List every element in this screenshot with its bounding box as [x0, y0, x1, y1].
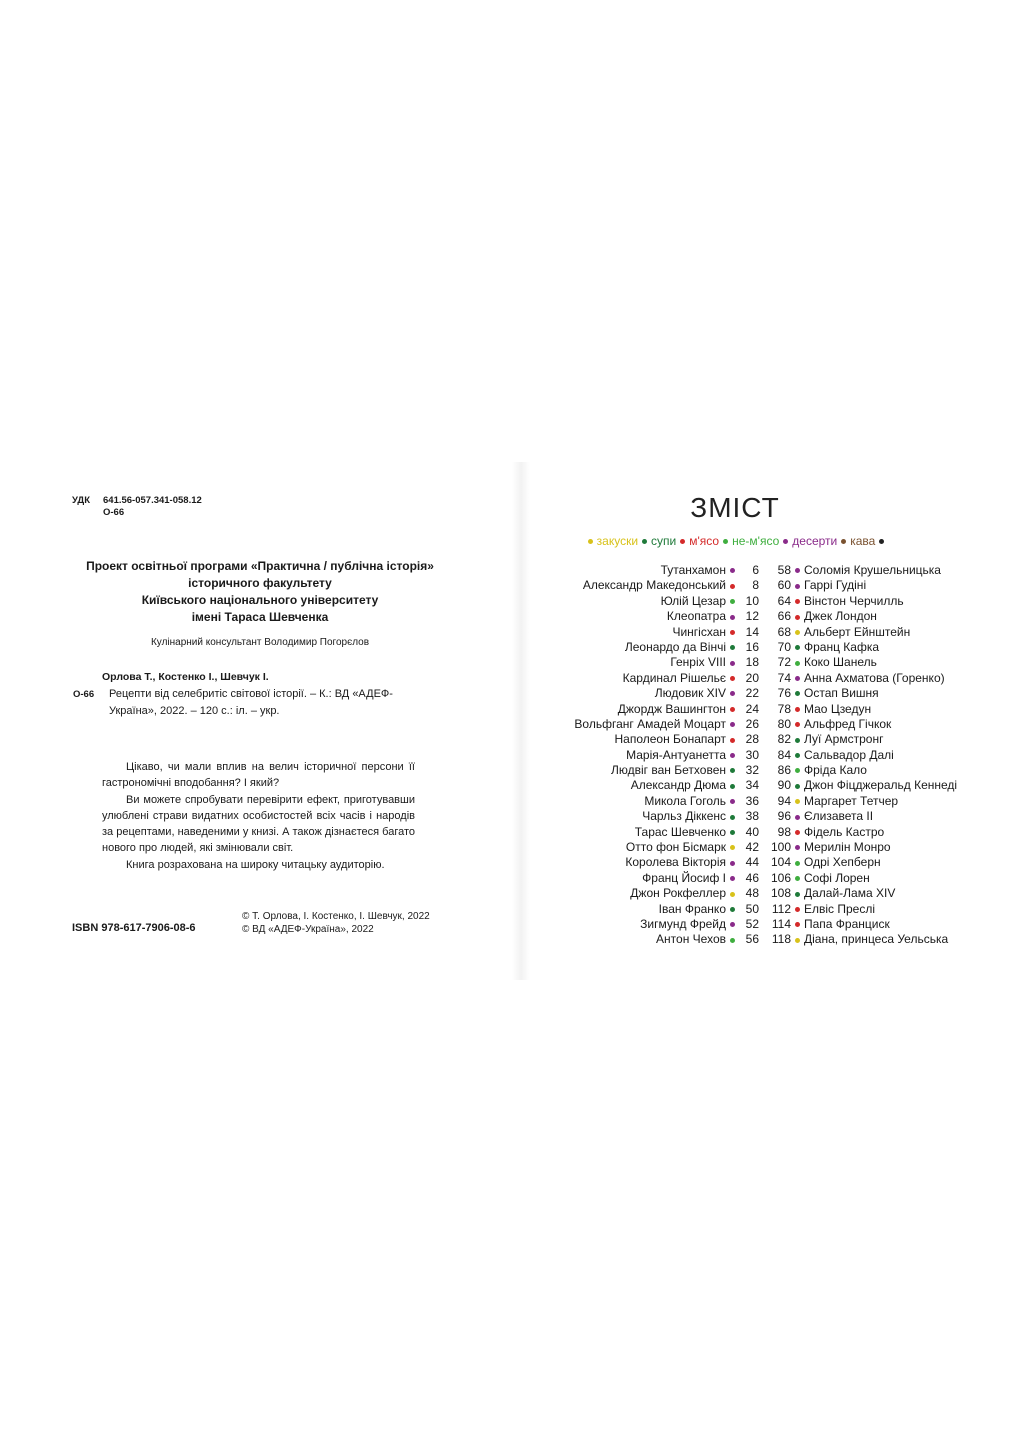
- toc-entry-name: Мерилін Монро: [804, 840, 891, 855]
- category-dot-icon: [795, 568, 800, 573]
- toc-column-left: [540, 563, 759, 948]
- consultant-credit: Кулінарний консультант Володимир Погорєлов: [150, 637, 370, 648]
- copyright: [242, 910, 430, 936]
- toc-entry-name: Франц Кафка: [804, 639, 880, 654]
- toc-entry-page: 28: [745, 732, 759, 747]
- toc-entry-name: Людвіг ван Бетховен: [611, 763, 726, 778]
- toc-entry-page: 58: [777, 563, 791, 577]
- toc-entry-page: 46: [745, 870, 759, 885]
- project-description: [60, 558, 460, 626]
- category-dot-icon: [795, 722, 800, 727]
- authors: Орлова Т., Костенко І., Шевчук І.: [102, 671, 269, 683]
- toc-entry-page: 16: [745, 639, 759, 654]
- category-dot-icon: [680, 539, 685, 544]
- legend-label: не-м'ясо: [732, 534, 780, 548]
- toc-entry-name: Мао Цзедун: [804, 701, 872, 716]
- toc-entry-name: Кардинал Рішельє: [622, 670, 726, 685]
- toc-entry: [540, 717, 759, 732]
- category-dot-icon: [795, 738, 800, 743]
- annotation: [102, 759, 415, 873]
- category-dot-icon: [730, 722, 735, 727]
- toc-entry-page: 22: [745, 686, 759, 701]
- annotation-paragraph: Книга розрахована на широку читацьку аудиторію.: [126, 858, 385, 871]
- toc-entry-name: Соломія Крушельницька: [804, 563, 941, 577]
- toc-entry-page: 118: [771, 932, 791, 947]
- toc-entry: [764, 932, 1014, 947]
- toc-entry-page: 50: [745, 901, 759, 916]
- toc-entry: [764, 886, 1014, 901]
- toc-entry-page: 82: [777, 732, 791, 747]
- category-dot-icon: [730, 799, 735, 804]
- toc-entry-name: Александр Македонський: [582, 578, 726, 593]
- toc-entry-name: Тутанхамон: [660, 563, 726, 577]
- project-line: Київського національного університету: [141, 593, 379, 607]
- category-dot-icon: [588, 539, 593, 544]
- toc-entry: [540, 732, 759, 747]
- category-dot-icon: [730, 815, 735, 820]
- toc-entry-name: Чарльз Діккенс: [642, 809, 726, 824]
- toc-entry: [764, 732, 1014, 747]
- toc-entry: [540, 778, 759, 793]
- imprint-page: [60, 488, 434, 958]
- toc-entry-name: Маргарет Тетчер: [804, 793, 899, 808]
- toc-entry-name: Микола Гоголь: [644, 793, 726, 808]
- toc-entry: [540, 902, 759, 917]
- bibliographic-record: Рецепти від селебритіс світової історії. – К.: ВД «АДЕФ-Україна», 2022. – 120 с.: іл. – укр.: [109, 688, 393, 717]
- toc-entry: [540, 563, 759, 578]
- category-dot-icon: [795, 845, 800, 850]
- toc-entry-page: 84: [777, 747, 791, 762]
- toc-entry-name: Джек Лондон: [804, 609, 877, 624]
- category-dot-icon: [795, 707, 800, 712]
- toc-entry: [540, 763, 759, 778]
- toc-entry-page: 64: [777, 593, 791, 608]
- toc-entry-page: 42: [745, 840, 759, 855]
- toc-entry: [764, 625, 1014, 640]
- toc-entry: [540, 809, 759, 824]
- toc-entry-name: Далай-Лама XIV: [804, 886, 896, 901]
- category-dot-icon: [795, 768, 800, 773]
- toc-entry-name: Анна Ахматова (Горенко): [804, 670, 945, 685]
- legend-label: кава: [850, 534, 876, 548]
- toc-entry: [764, 825, 1014, 840]
- toc-entry-name: Фідель Кастро: [804, 824, 885, 839]
- toc-entry: [764, 702, 1014, 717]
- toc-entry-page: 72: [777, 655, 791, 670]
- category-dot-icon: [730, 599, 735, 604]
- toc-entry-page: 24: [745, 701, 759, 716]
- category-dot-icon: [795, 815, 800, 820]
- category-dot-icon: [730, 861, 735, 866]
- toc-entry: [764, 840, 1014, 855]
- toc-entry: [764, 563, 1014, 578]
- toc-entry: [764, 609, 1014, 624]
- toc-entry-name: Єлизавета II: [804, 809, 874, 824]
- toc-entry-page: 34: [745, 778, 759, 793]
- toc-entry-page: 66: [777, 609, 791, 624]
- toc-entry: [540, 886, 759, 901]
- toc-entry: [540, 917, 759, 932]
- toc-entry: [540, 840, 759, 855]
- toc-entry-name: Марія-Антуанетта: [626, 747, 726, 762]
- toc-entry-page: 68: [777, 624, 791, 639]
- project-line: імені Тараса Шевченка: [191, 610, 329, 624]
- toc-entry-page: 52: [745, 916, 759, 931]
- toc-entry: [540, 578, 759, 593]
- toc-entry: [540, 871, 759, 886]
- toc-entry: [764, 855, 1014, 870]
- toc-entry-name: Луї Армстронг: [804, 732, 884, 747]
- toc-entry-name: Наполеон Бонапарт: [614, 732, 726, 747]
- toc-entry-name: Людовик XIV: [654, 686, 726, 701]
- toc-entry-name: Альфред Гічкок: [804, 716, 892, 731]
- toc-entry-name: Отто фон Бісмарк: [625, 840, 726, 855]
- annotation-paragraph: Ви можете спробувати перевірити ефект, приготувавши улюблені страви видатних особистостей всіх часів і народів за рецептами, наведеними у книзі. А також дізнаєтеся багато нового про людей, які змінювали світ.: [102, 793, 415, 855]
- category-dot-icon: [795, 584, 800, 589]
- toc-entry-name: Елвіс Преслі: [804, 901, 876, 916]
- legend-label: десерти: [792, 534, 838, 548]
- category-dot-icon: [730, 830, 735, 835]
- category-dot-icon: [795, 676, 800, 681]
- toc-entry: [764, 763, 1014, 778]
- book-gutter: [512, 462, 530, 980]
- toc-entry: [764, 902, 1014, 917]
- category-dot-icon: [730, 630, 735, 635]
- toc-entry: [764, 778, 1014, 793]
- category-dot-icon: [642, 539, 647, 544]
- toc-entry-page: 32: [745, 763, 759, 778]
- toc-entry: [540, 609, 759, 624]
- toc-entry-page: 108: [770, 886, 791, 901]
- toc-entry-name: Джон Рокфеллер: [630, 886, 726, 901]
- toc-column-right: [764, 563, 1014, 948]
- category-dot-icon: [730, 753, 735, 758]
- category-dot-icon: [795, 830, 800, 835]
- category-dot-icon: [730, 892, 735, 897]
- toc-entry-page: 48: [745, 886, 759, 901]
- legend-label: закуски: [596, 534, 639, 548]
- toc-entry: [540, 640, 759, 655]
- category-dot-icon: [730, 645, 735, 650]
- toc-entry-page: 12: [745, 609, 759, 624]
- toc-entry: [764, 748, 1014, 763]
- toc-entry-name: Тарас Шевченко: [634, 824, 726, 839]
- category-dot-icon: [795, 907, 800, 912]
- toc-entry-page: 90: [777, 778, 791, 793]
- toc-entry-name: Франц Йосиф I: [642, 870, 726, 885]
- udk-sub-code: О-66: [103, 507, 125, 518]
- annotation-paragraph: Цікаво, чи мали вплив на велич історичної персони її гастрономічні вподобання? І який?: [102, 761, 415, 790]
- toc-entry: [540, 932, 759, 947]
- toc-entry: [540, 855, 759, 870]
- toc-entry-name: Джордж Вашингтон: [617, 701, 726, 716]
- category-dot-icon: [795, 753, 800, 758]
- toc-entry-page: 8: [752, 578, 759, 593]
- category-dot-icon: [730, 661, 735, 666]
- category-dot-icon: [730, 876, 735, 881]
- category-dot-icon: [879, 539, 884, 544]
- toc-entry-name: Софі Лорен: [804, 870, 870, 885]
- toc-entry-page: 76: [777, 686, 791, 701]
- category-dot-icon: [795, 645, 800, 650]
- category-legend: [540, 534, 932, 548]
- toc-entry-page: 18: [745, 655, 759, 670]
- toc-entry-page: 20: [745, 670, 759, 685]
- copyright-line: © Т. Орлова, І. Костенко, І. Шевчук, 2022: [242, 911, 430, 922]
- toc-entry-name: Папа Франциск: [804, 916, 890, 931]
- toc-entry-name: Чингісхан: [672, 624, 726, 639]
- contents-page: [540, 470, 1010, 970]
- isbn: ISBN 978-617-7906-08-6: [72, 922, 196, 934]
- toc-entry-name: Іван Франко: [658, 901, 726, 916]
- toc-entry: [540, 594, 759, 609]
- contents-title: ЗМІСТ: [690, 492, 780, 523]
- toc-entry: [540, 625, 759, 640]
- category-dot-icon: [795, 599, 800, 604]
- toc-entry-page: 6: [752, 563, 759, 577]
- toc-entry: [764, 717, 1014, 732]
- toc-entry-page: 74: [777, 670, 791, 685]
- category-dot-icon: [783, 539, 788, 544]
- toc-entry-name: Клеопатра: [666, 609, 726, 624]
- toc-entry-name: Антон Чехов: [656, 932, 726, 947]
- category-dot-icon: [730, 676, 735, 681]
- legend-label: супи: [651, 534, 677, 548]
- category-dot-icon: [795, 861, 800, 866]
- toc-entry-name: Зигмунд Фрейд: [640, 916, 726, 931]
- category-dot-icon: [841, 539, 846, 544]
- toc-entry: [540, 748, 759, 763]
- toc-entry-name: Одрі Хепберн: [804, 855, 881, 870]
- category-dot-icon: [730, 938, 735, 943]
- toc-entry-page: 40: [745, 824, 759, 839]
- toc-entry: [540, 671, 759, 686]
- category-dot-icon: [795, 876, 800, 881]
- udk-code: 641.56-057.341-058.12: [103, 495, 202, 506]
- catalog-code: О-66: [73, 689, 95, 700]
- toc-entry-page: 114: [771, 916, 791, 931]
- category-dot-icon: [730, 738, 735, 743]
- toc-entry: [764, 871, 1014, 886]
- toc-entry-name: Леонардо да Вінчі: [624, 639, 726, 654]
- category-dot-icon: [730, 922, 735, 927]
- toc-entry-name: Альберт Ейнштейн: [804, 624, 911, 639]
- project-line: історичного факультету: [188, 576, 332, 590]
- toc-entry-page: 80: [777, 716, 791, 731]
- category-dot-icon: [730, 615, 735, 620]
- category-dot-icon: [795, 892, 800, 897]
- toc-entry-page: 100: [770, 840, 791, 855]
- toc-entry-page: 98: [777, 824, 791, 839]
- toc-entry-name: Вінстон Черчилль: [804, 593, 904, 608]
- toc-entry-name: Александр Дюма: [630, 778, 726, 793]
- toc-entry: [764, 640, 1014, 655]
- toc-entry: [540, 655, 759, 670]
- toc-entry-page: 36: [745, 793, 759, 808]
- toc-entry-page: 86: [777, 763, 791, 778]
- category-dot-icon: [730, 707, 735, 712]
- toc-entry-page: 56: [745, 932, 759, 947]
- toc-entry-page: 70: [777, 639, 791, 654]
- toc-entry: [764, 594, 1014, 609]
- toc-entry-name: Вольфганг Амадей Моцарт: [574, 716, 726, 731]
- copyright-line: © ВД «АДЕФ-Україна», 2022: [242, 924, 374, 935]
- toc-entry-name: Генріх VIII: [670, 655, 726, 670]
- category-dot-icon: [723, 539, 728, 544]
- toc-entry-name: Коко Шанель: [804, 655, 877, 670]
- toc-entry-name: Юлій Цезар: [660, 593, 726, 608]
- project-line: Проект освітньої програми «Практична / публічна історія»: [86, 559, 434, 573]
- toc-entry-page: 38: [745, 809, 759, 824]
- toc-entry-page: 30: [745, 747, 759, 762]
- category-dot-icon: [795, 615, 800, 620]
- toc-entry-page: 60: [777, 578, 791, 593]
- toc-entry-name: Остап Вишня: [804, 686, 879, 701]
- toc-entry-name: Гаррі Гудіні: [804, 578, 867, 593]
- toc-entry: [540, 794, 759, 809]
- toc-entry-page: 14: [745, 624, 759, 639]
- category-dot-icon: [730, 568, 735, 573]
- toc-entry: [540, 702, 759, 717]
- category-dot-icon: [730, 907, 735, 912]
- toc-entry-page: 94: [777, 793, 791, 808]
- category-dot-icon: [795, 922, 800, 927]
- toc-entry-page: 26: [745, 716, 759, 731]
- category-dot-icon: [795, 784, 800, 789]
- toc-entry: [764, 671, 1014, 686]
- toc-entry-page: 106: [770, 870, 791, 885]
- toc-entry-name: Королева Вікторія: [625, 855, 726, 870]
- toc-entry: [764, 809, 1014, 824]
- toc-entry: [540, 825, 759, 840]
- category-dot-icon: [730, 784, 735, 789]
- toc-entry: [764, 578, 1014, 593]
- toc-entry: [764, 686, 1014, 701]
- toc-entry-page: 10: [745, 593, 759, 608]
- category-dot-icon: [795, 661, 800, 666]
- toc-entry-page: 96: [777, 809, 791, 824]
- category-dot-icon: [730, 845, 735, 850]
- udk-label: УДК: [72, 495, 90, 506]
- toc-entry-page: 44: [745, 855, 759, 870]
- category-dot-icon: [730, 768, 735, 773]
- toc-entry-name: Сальвадор Далі: [804, 747, 894, 762]
- category-dot-icon: [795, 799, 800, 804]
- toc-entry-name: Фріда Кало: [804, 763, 867, 778]
- toc-entry-name: Джон Фіцджеральд Кеннеді: [804, 778, 958, 793]
- toc-entry: [540, 686, 759, 701]
- toc-entry-page: 104: [770, 855, 791, 870]
- legend-label: м'ясо: [689, 534, 720, 548]
- category-dot-icon: [795, 691, 800, 696]
- toc-entry: [764, 794, 1014, 809]
- toc-entry-page: 112: [771, 901, 791, 916]
- category-dot-icon: [795, 630, 800, 635]
- category-dot-icon: [795, 938, 800, 943]
- category-dot-icon: [730, 691, 735, 696]
- toc-entry-name: Діана, принцеса Уельська: [804, 932, 949, 947]
- toc-entry-page: 78: [777, 701, 791, 716]
- toc-entry: [764, 655, 1014, 670]
- category-dot-icon: [730, 584, 735, 589]
- toc-entry: [764, 917, 1014, 932]
